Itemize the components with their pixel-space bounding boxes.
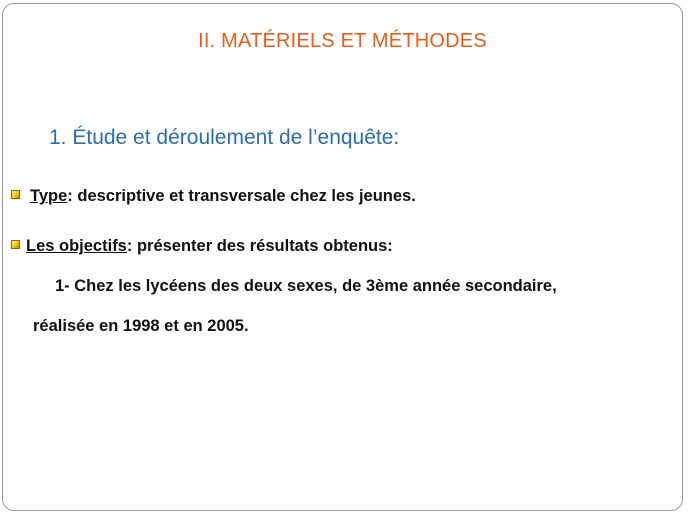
bullet-text: : descriptive et transversale chez les jeunes.	[67, 187, 416, 205]
bullet-objectives	[11, 237, 393, 256]
bullet-label: Les objectifs	[26, 237, 127, 255]
bullet-text: : présenter des résultats obtenus:	[126, 237, 393, 255]
bullet-label: Type	[30, 187, 68, 205]
square-bullet-icon	[11, 240, 20, 249]
slide-frame	[2, 3, 683, 511]
section-subtitle: 1. Étude et déroulement de l’enquête:	[49, 126, 400, 149]
objective-line-1: 1- Chez les lycéens des deux sexes, de 3ème année secondaire,	[55, 277, 557, 295]
bullet-type	[11, 187, 416, 206]
objective-line-2: réalisée en 1998 et en 2005.	[33, 317, 249, 335]
slide-title: II. MATÉRIELS ET MÉTHODES	[198, 30, 487, 52]
square-bullet-icon	[11, 190, 20, 199]
